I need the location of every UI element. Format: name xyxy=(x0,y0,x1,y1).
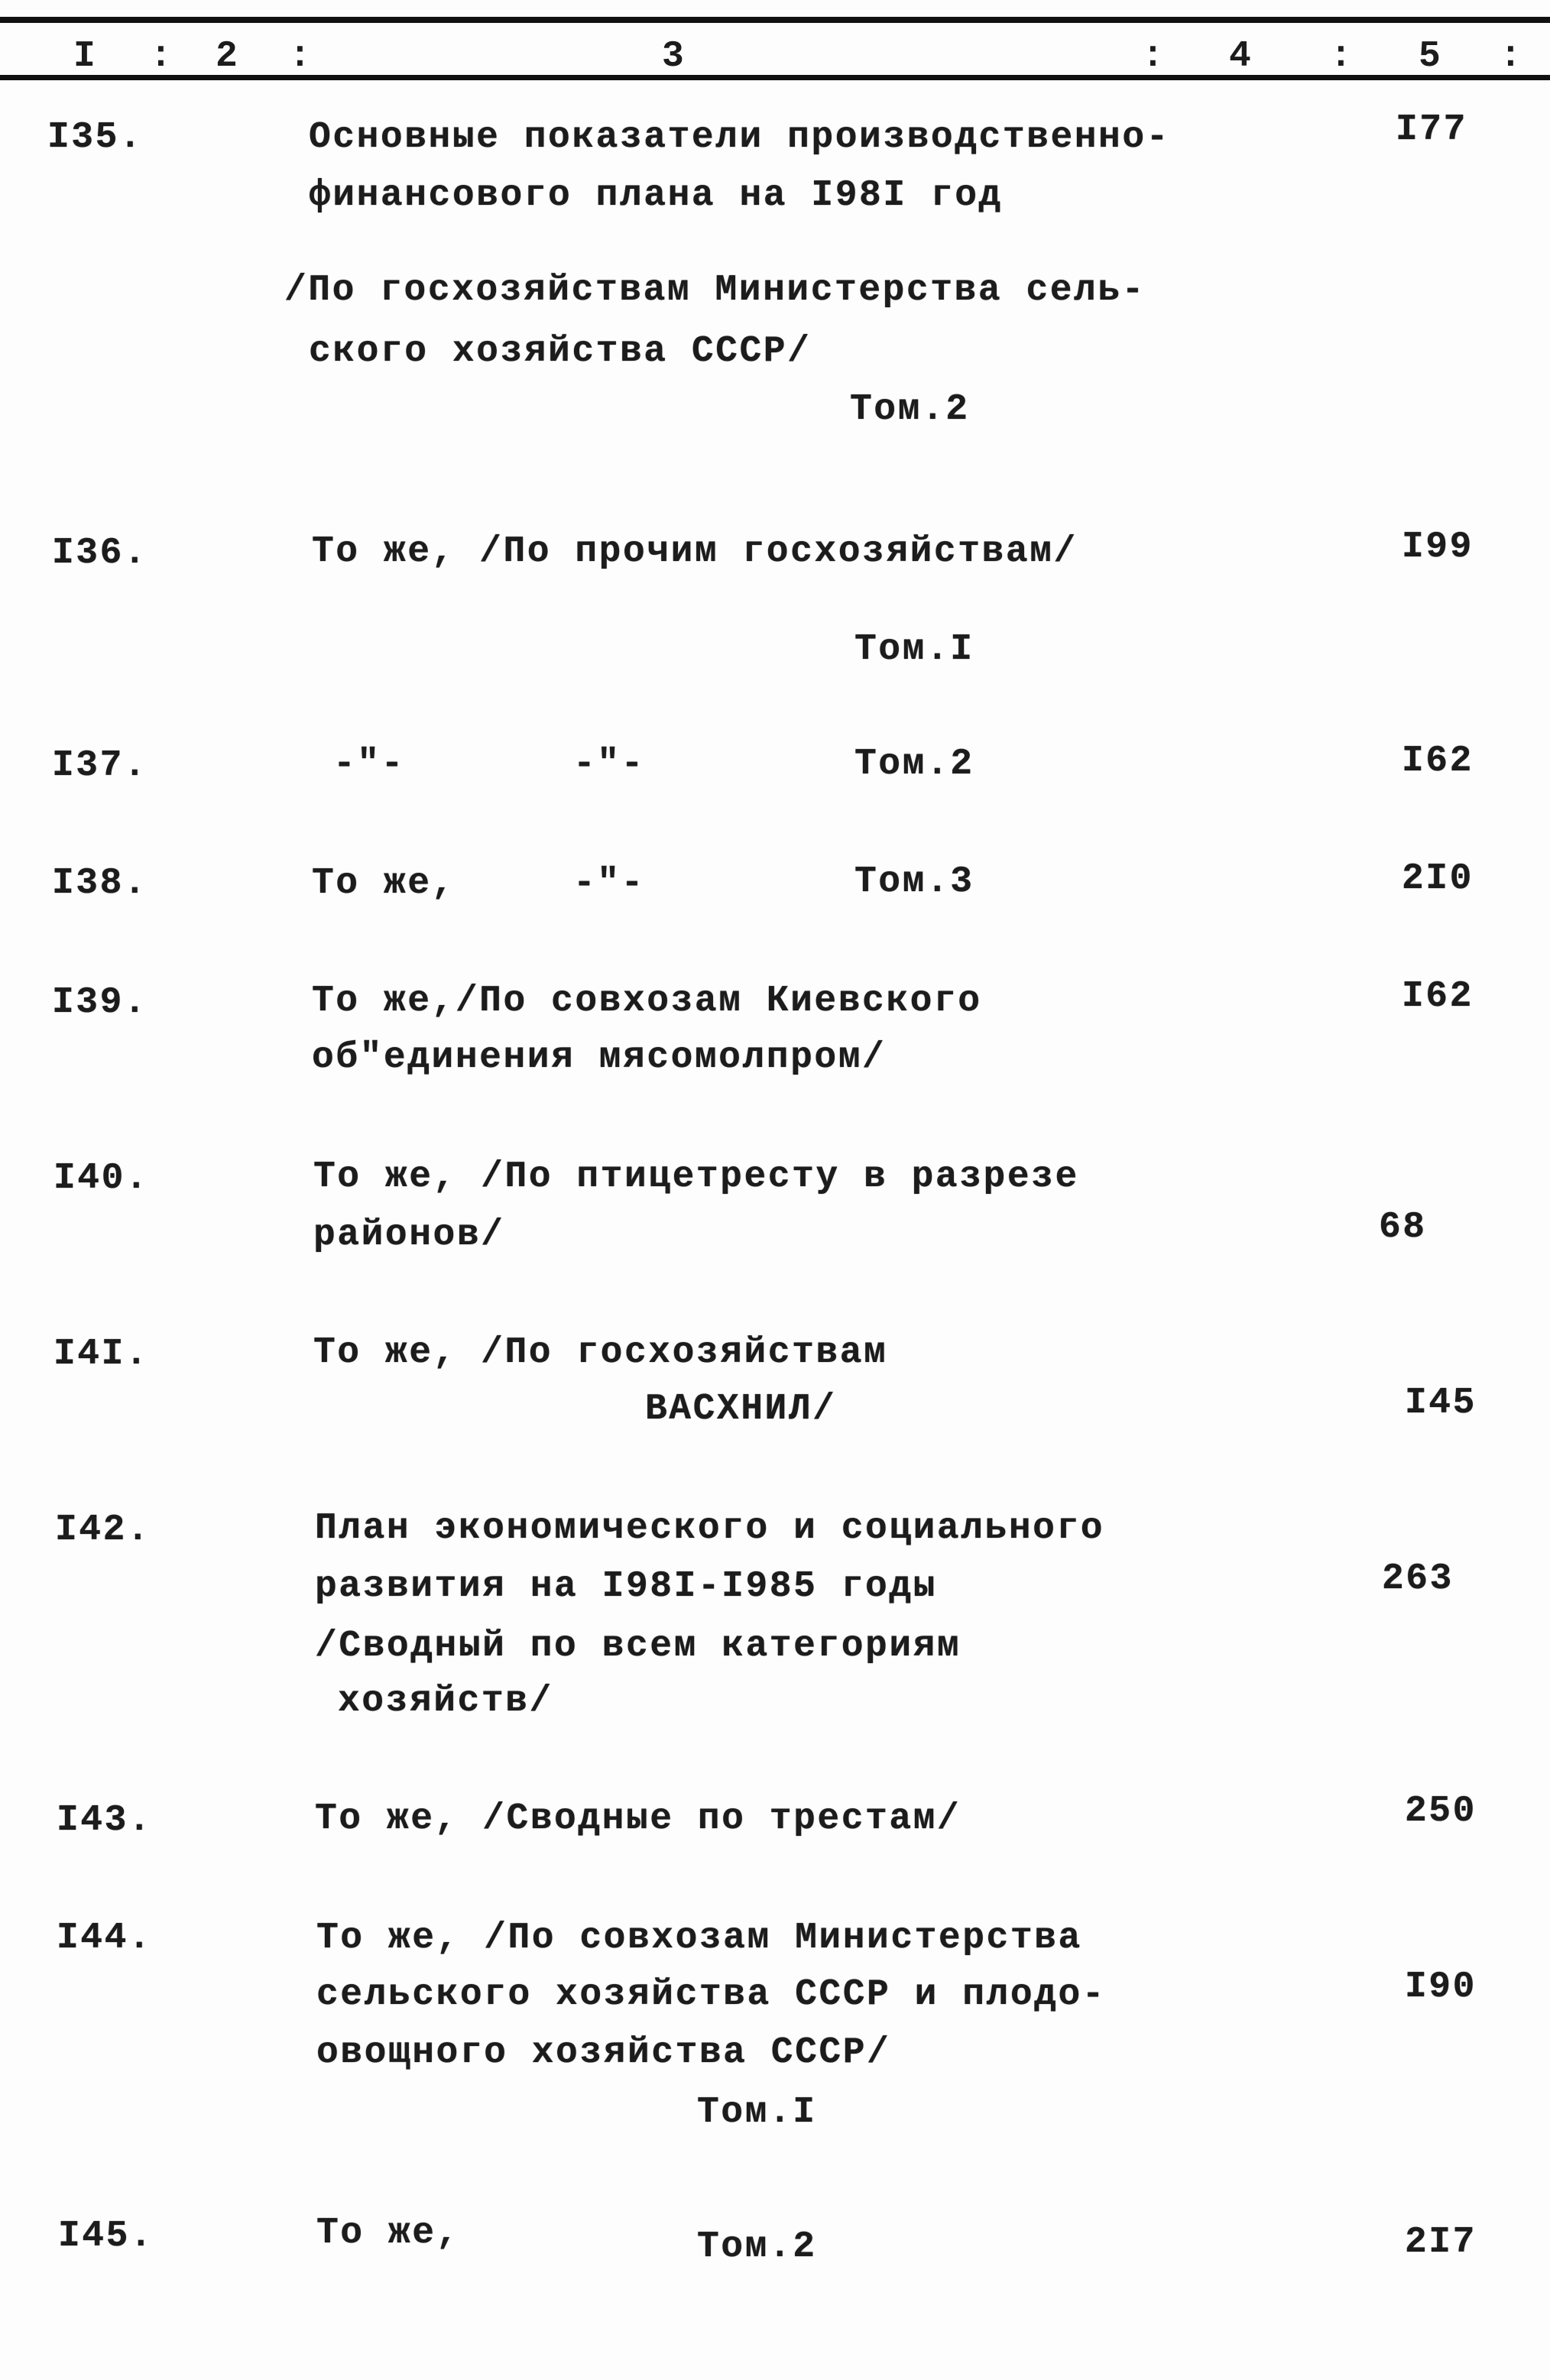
col-header-1: I xyxy=(73,36,96,77)
col-separator: : xyxy=(1330,36,1352,77)
entry-title-line: Основные показатели производственно- xyxy=(309,117,1170,158)
entry-volume: Том.2 xyxy=(850,389,970,430)
entry-volume: Том.2 xyxy=(697,2226,817,2268)
entry-title-line: То же, /По госхозяйствам xyxy=(313,1332,888,1373)
entry-title-line: То же, /Сводные по трестам/ xyxy=(315,1798,961,1840)
col-separator: : xyxy=(289,36,311,77)
entry-volume: Том.3 xyxy=(854,861,974,903)
entry-pages: I77 xyxy=(1396,109,1467,151)
entry-number: I4I. xyxy=(54,1334,150,1375)
entry-pages: I45 xyxy=(1405,1383,1477,1424)
entry-title-line: финансового плана на I98I год xyxy=(309,175,1003,216)
entry-number: I40. xyxy=(54,1158,150,1199)
entry-title-line: сельского хозяйства СССР и плодо- xyxy=(316,1974,1107,2015)
entry-number: I37. xyxy=(52,745,148,786)
entry-number: I35. xyxy=(47,117,144,158)
entry-title-line: /По госхозяйствам Министерства сель- xyxy=(284,270,1146,311)
entry-title-line: То же, /По прочим госхозяйствам/ xyxy=(312,531,1078,572)
entry-pages: 68 xyxy=(1379,1207,1427,1248)
entry-pages: I99 xyxy=(1402,527,1474,568)
entry-volume: Том.I xyxy=(697,2092,817,2133)
entry-pages: 263 xyxy=(1382,1558,1454,1600)
header-top-rule xyxy=(0,17,1550,23)
entry-title-line: То же, /По птицетресту в разрезе xyxy=(313,1156,1079,1198)
entry-number: I39. xyxy=(52,982,148,1023)
entry-volume: Том.I xyxy=(854,629,974,670)
entry-pages: I90 xyxy=(1405,1967,1477,2008)
entry-title-line: об"единения мясомолпром/ xyxy=(312,1037,887,1078)
entry-title-line: План экономического и социального xyxy=(315,1508,1105,1549)
entry-title-line: развития на I98I-I985 годы xyxy=(315,1566,937,1607)
entry-title-line: То же, xyxy=(316,2213,460,2254)
entry-pages: 2I0 xyxy=(1402,858,1474,900)
entry-title-line: хозяйств/ xyxy=(338,1681,553,1722)
entry-title-line: То же, xyxy=(312,863,456,904)
entry-title-line: районов/ xyxy=(313,1214,505,1256)
entry-pages: I62 xyxy=(1402,741,1474,782)
entry-number: I44. xyxy=(57,1918,153,1959)
entry-number: I45. xyxy=(58,2216,154,2257)
entry-pages: 250 xyxy=(1405,1791,1477,1832)
entry-number: I36. xyxy=(52,533,148,574)
entry-number: I38. xyxy=(52,863,148,904)
col-header-5: 5 xyxy=(1419,36,1441,77)
entry-title-line: ского хозяйства СССР/ xyxy=(309,331,812,372)
col-separator: : xyxy=(1142,36,1164,77)
col-header-3: 3 xyxy=(662,36,684,77)
ditto-mark: -"- xyxy=(573,744,645,785)
entry-number: I43. xyxy=(57,1800,153,1841)
col-header-2: 2 xyxy=(216,36,238,77)
entry-title-line: ВАСХНИЛ/ xyxy=(645,1389,837,1430)
entry-title-line: /Сводный по всем категориям xyxy=(315,1626,961,1667)
ditto-mark: -"- xyxy=(573,863,645,904)
col-separator: : xyxy=(150,36,172,77)
entry-title-line: То же, /По совхозам Министерства xyxy=(316,1918,1082,1959)
entry-volume: Том.2 xyxy=(854,744,974,785)
entry-title-line: овощного хозяйства СССР/ xyxy=(316,2032,891,2074)
entry-pages: 2I7 xyxy=(1405,2222,1477,2263)
entry-title-line: То же,/По совхозам Киевского xyxy=(312,981,982,1022)
entry-number: I42. xyxy=(55,1509,151,1551)
ditto-mark: -"- xyxy=(333,744,405,785)
col-header-4: 4 xyxy=(1229,36,1251,77)
entry-pages: I62 xyxy=(1402,976,1474,1017)
col-separator: : xyxy=(1500,36,1522,77)
